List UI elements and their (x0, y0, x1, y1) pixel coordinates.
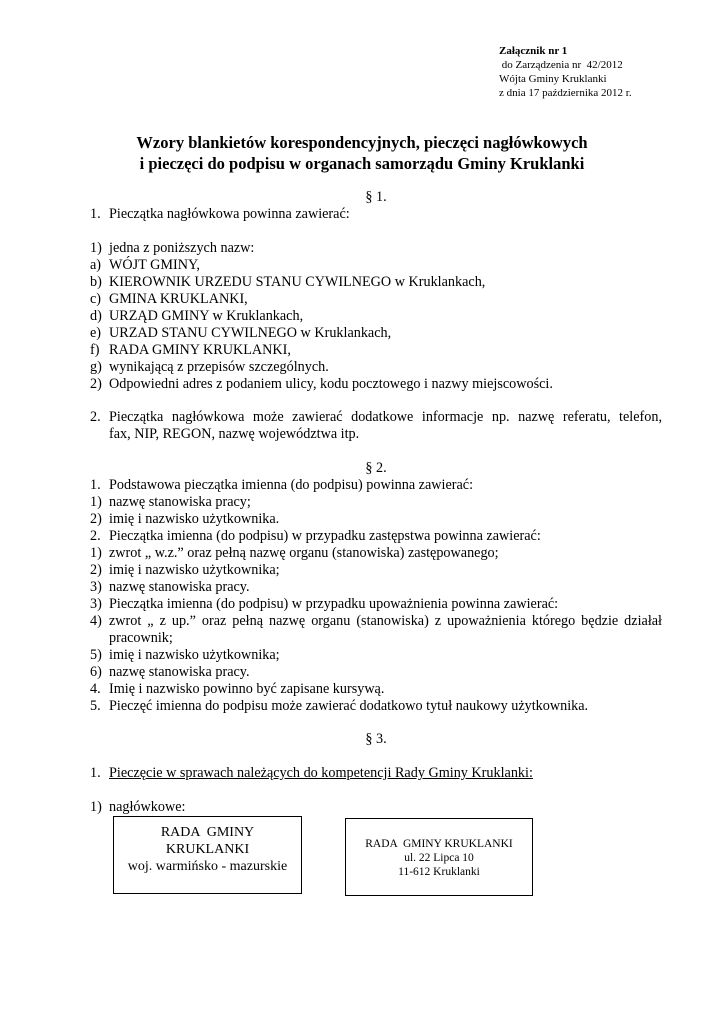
annex-title: Załącznik nr 1 (499, 45, 568, 57)
item-text: GMINA KRUKLANKI, (109, 291, 248, 307)
item-number: 5) (90, 647, 102, 663)
item-text: Pieczątka nagłówkowa może zawierać dodatkowe informacje np. nazwę referatu, telefon, (109, 409, 662, 425)
item-number: f) (90, 342, 100, 358)
item-text: Pieczęć imienna do podpisu może zawierać dodatkowo tytuł naukowy użytkownika. (109, 698, 589, 714)
item-text: nagłówkowe: (109, 799, 186, 815)
item-text: Imię i nazwisko powinno być zapisane kursywą. (109, 681, 385, 697)
item-text: RADA GMINY KRUKLANKI, (109, 342, 291, 358)
item-number: 3) (90, 596, 102, 612)
item-number: 1. (90, 765, 101, 781)
annex-date: z dnia 17 października 2012 r. (499, 87, 632, 99)
item-text: imię i nazwisko użytkownika. (109, 511, 280, 527)
document-title (0, 132, 724, 174)
item-text: WÓJT GMINY, (109, 257, 200, 273)
item-number: 6) (90, 664, 102, 680)
item-text: KIEROWNIK URZEDU STANU CYWILNEGO w Kruklankach, (109, 274, 486, 290)
item-number: 5. (90, 698, 101, 714)
item-text: nazwę stanowiska pracy. (109, 664, 250, 680)
item-text: nazwę stanowiska pracy; (109, 494, 251, 510)
item-text: Pieczątka nagłówkowa powinna zawierać: (109, 206, 350, 222)
item-number: 1) (90, 494, 102, 510)
annex-authority: Wójta Gminy Kruklanki (499, 73, 607, 85)
item-number: e) (90, 325, 102, 341)
item-number: d) (90, 308, 102, 324)
item-number: 1) (90, 240, 102, 256)
stamp-line: RADA GMINY KRUKLANKI (365, 838, 513, 850)
item-number: 1. (90, 206, 101, 222)
item-number: 2) (90, 376, 102, 392)
item-text: imię i nazwisko użytkownika; (109, 647, 280, 663)
item-number: 2. (90, 528, 101, 544)
item-number: a) (90, 257, 102, 273)
item-number: 4. (90, 681, 101, 697)
stamp-sample-address (345, 818, 533, 896)
annex-header (499, 44, 632, 100)
annex-ordinance: do Zarządzenia nr 42/2012 (499, 59, 623, 71)
stamp-sample-council (113, 816, 302, 894)
item-number: b) (90, 274, 102, 290)
item-number: 2) (90, 562, 102, 578)
item-text: fax, NIP, REGON, nazwę województwa itp. (109, 426, 360, 442)
item-number: 4) (90, 613, 102, 629)
item-text: URZĄD GMINY w Kruklankach, (109, 308, 304, 324)
item-text: wynikającą z przepisów szczególnych. (109, 359, 329, 375)
item-text: zwrot „ w.z.” oraz pełną nazwę organu (stanowiska) zastępowanego; (109, 545, 499, 561)
stamp-line: woj. warmińsko - mazurskie (127, 859, 288, 874)
stamp-line: KRUKLANKI (165, 842, 250, 857)
item-number: g) (90, 359, 102, 375)
section-1-heading: § 1. (365, 189, 387, 205)
item-text: Pieczątka imienna (do podpisu) w przypadku upoważnienia powinna zawierać: (109, 596, 559, 612)
item-text: Pieczątka imienna (do podpisu) w przypadku zastępstwa powinna zawierać: (109, 528, 541, 544)
item-text: imię i nazwisko użytkownika; (109, 562, 280, 578)
item-number: 1) (90, 545, 102, 561)
item-text: Pieczęcie w sprawach należących do kompetencji Rady Gminy Kruklanki: (109, 765, 533, 781)
item-text: jedna z poniższych nazw: (109, 240, 255, 256)
item-text: nazwę stanowiska pracy. (109, 579, 250, 595)
item-number: 1. (90, 477, 101, 493)
title-line-1: Wzory blankietów korespondencyjnych, pieczęci nagłówkowych (136, 133, 588, 152)
item-number: 3) (90, 579, 102, 595)
stamp-line: ul. 22 Lipca 10 (404, 852, 474, 864)
item-number: c) (90, 291, 102, 307)
item-number: 1) (90, 799, 102, 815)
title-line-2: i pieczęci do podpisu w organach samorządu Gminy Kruklanki (139, 154, 585, 173)
section-2-heading: § 2. (365, 460, 387, 476)
item-number: 2. (90, 409, 101, 425)
item-number: 2) (90, 511, 102, 527)
item-text: zwrot „ z up.” oraz pełną nazwę organu (stanowiska) z upoważnienia którego będzie działał (109, 613, 662, 629)
stamp-line: RADA GMINY (160, 825, 255, 840)
stamp-line: 11-612 Kruklanki (398, 866, 480, 878)
item-text: URZAD STANU CYWILNEGO w Kruklankach, (109, 325, 392, 341)
item-text: Podstawowa pieczątka imienna (do podpisu) powinna zawierać: (109, 477, 474, 493)
item-text: pracownik; (109, 630, 173, 646)
section-3-heading: § 3. (365, 731, 387, 747)
item-text: Odpowiedni adres z podaniem ulicy, kodu pocztowego i nazwy miejscowości. (109, 376, 553, 392)
